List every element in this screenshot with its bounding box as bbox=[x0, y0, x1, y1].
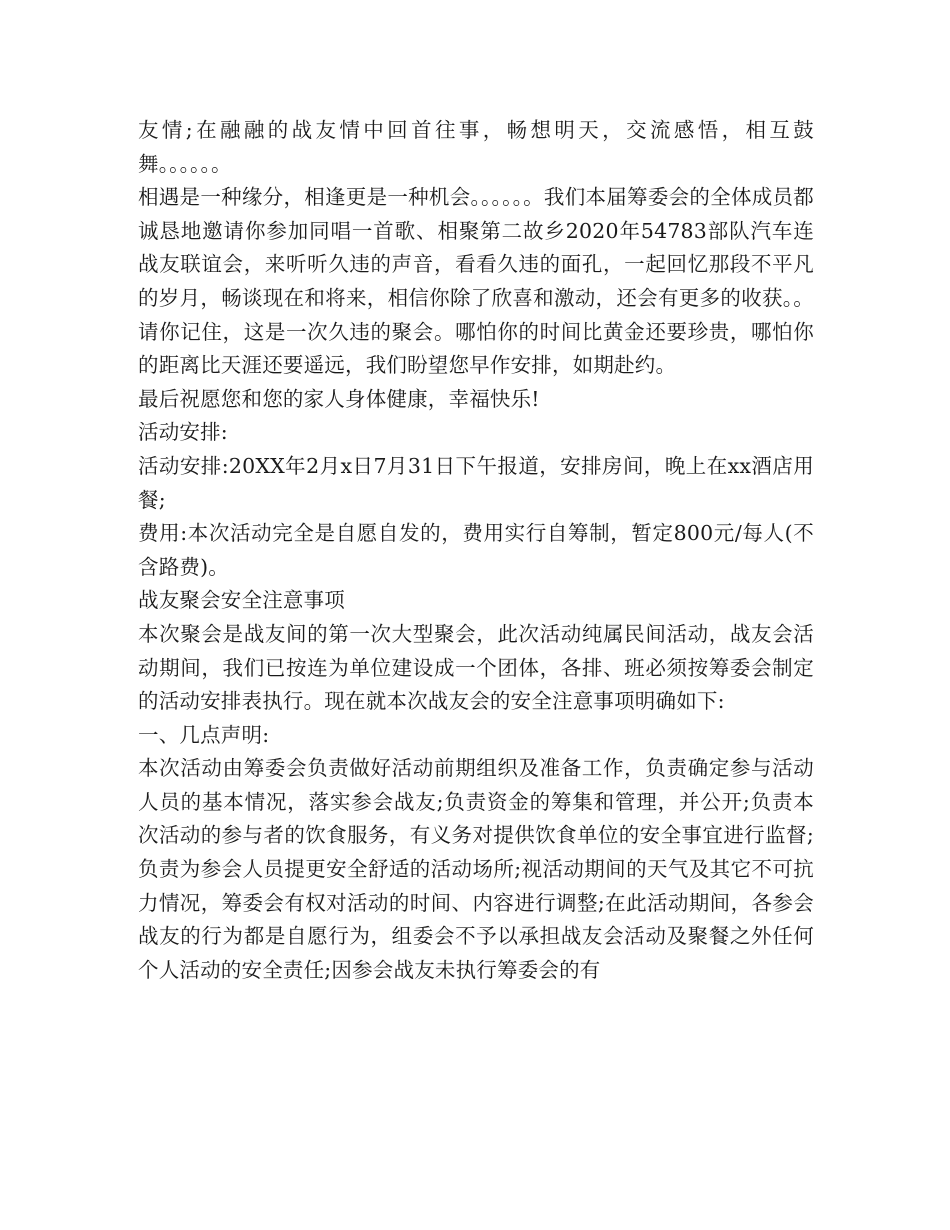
heading-activity-arrangement: 活动安排: bbox=[138, 420, 228, 445]
document-body bbox=[138, 114, 814, 987]
paragraph-invitation: 相遇是一种缘分，相逢更是一种机会。。。。。。我们本届筹委会的全体成员都诚恳地邀请你参加同唱一首歌、相聚第二故乡2020年54783部队汽车连战友联谊会，来听听久违的声音，看看久违的面孔，一起回忆那段不平凡的岁月，畅谈现在和将来，相信你除了欣喜和激动，还会有更多的收获。。请你记住，这是一次久违的聚会。哪怕你的时间比黄金还要珍贵，哪怕你的距离比天涯还要遥远，我们盼望您早作安排，如期赴约。 bbox=[138, 185, 814, 378]
heading-statements: 一、几点声明: bbox=[138, 722, 270, 747]
paragraph-committee-duties: 本次活动由筹委会负责做好活动前期组织及准备工作，负责确定参与活动人员的基本情况，落实参会战友;负责资金的筹集和管理，并公开;负责本次活动的参与者的饮食服务，有义务对提供饮食单位的安全事宜进行监督;负责为参会人员提更安全舒适的活动场所;视活动期间的天气及其它不可抗力情况，筹委会有权对活动的时间、内容进行调整;在此活动期间，各参会战友的行为都是自愿行为，组委会不予以承担战友会活动及聚餐之外任何个人活动的安全责任;因参会战友未执行筹委会的有 bbox=[138, 756, 814, 982]
paragraph-activity-schedule: 活动安排:20XX年2月x日7月31日下午报道，安排房间，晚上在xx酒店用餐; bbox=[138, 453, 814, 512]
paragraph-safety-intro: 本次聚会是战友间的第一次大型聚会，此次活动纯属民间活动，战友会活动期间，我们已按连为单位建设成一个团体，各排、班必须按筹委会制定的活动安排表执行。现在就本次战友会的安全注意事项明确如下: bbox=[138, 621, 814, 714]
heading-safety-notes: 战友聚会安全注意事项 bbox=[138, 588, 345, 613]
paragraph-greeting-end: 友情;在融融的战友情中回首往事，畅想明天，交流感悟，相互鼓舞。。。。。。 bbox=[138, 118, 814, 176]
paragraph-blessing: 最后祝愿您和您的家人身体健康，幸福快乐! bbox=[138, 386, 540, 411]
paragraph-fees: 费用:本次活动完全是自愿自发的，费用实行自筹制，暂定800元/每人(不含路费)。 bbox=[138, 521, 814, 579]
